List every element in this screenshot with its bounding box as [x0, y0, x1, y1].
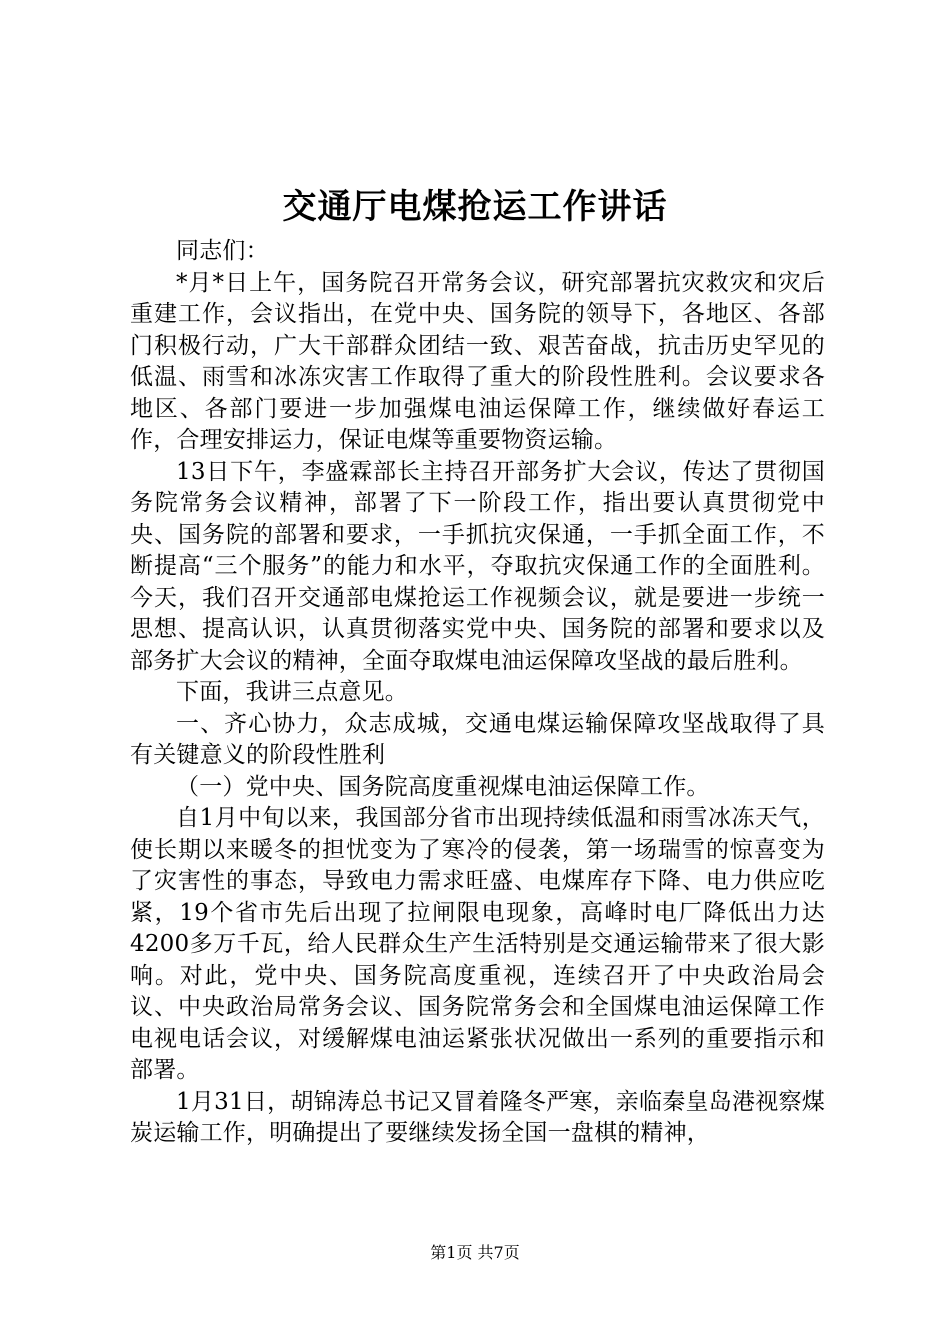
- document-body: [130, 236, 825, 1150]
- page-footer: 第1页 共7页: [430, 1243, 520, 1262]
- paragraph: 自1月中旬以来，我国部分省市出现持续低温和雨雪冰冻天气，使长期以来暖冬的担忧变为了寒冷的侵袭，第一场瑞雪的惊喜变为了灾害性的事态，导致电力需求旺盛、电煤库存下降、电力供应吃紧，19个省市先后出现了拉闸限电现象，高峰时电厂降低出力达4200多万千瓦，给人民群众生产生活特别是交通运输带来了很大影响。对此，党中央、国务院高度重视，连续召开了中央政治局会议、中央政治局常务会议、国务院常务会和全国煤电油运保障工作电视电话会议，对缓解煤电油运紧张状况做出一系列的重要指示和部署。: [130, 805, 825, 1083]
- paragraph-salutation: 同志们：: [176, 238, 269, 264]
- document-title: 交通厅电煤抢运工作讲话: [282, 187, 668, 227]
- subsection-heading: （一）党中央、国务院高度重视煤电油运保障工作。: [176, 773, 710, 800]
- paragraph: 13日下午，李盛霖部长主持召开部务扩大会议，传达了贯彻国务院常务会议精神，部署了下一阶段工作，指出要认真贯彻党中央、国务院的部署和要求，一手抓抗灾保通，一手抓全面工作，不断提高“三个服务”的能力和水平，夺取抗灾保通工作的全面胜利。今天，我们召开交通部电煤抢运工作视频会议，就是要进一步统一思想、提高认识，认真贯彻落实党中央、国务院的部署和要求以及部务扩大会议的精神，全面夺取煤电油运保障攻坚战的最后胜利。: [130, 458, 825, 674]
- paragraph: 下面，我讲三点意见。: [176, 679, 408, 705]
- paragraph: *月*日上午，国务院召开常务会议，研究部署抗灾救灾和灾后重建工作，会议指出，在党中央、国务院的领导下，各地区、各部门积极行动，广大干部群众团结一致、艰苦奋战，抗击历史罕见的低温、雨雪和冰冻灾害工作取得了重大的阶段性胜利。会议要求各地区、各部门要进一步加强煤电油运保障工作，继续做好春运工作，合理安排运力，保证电煤等重要物资运输。: [130, 269, 825, 453]
- section-heading: 一、齐心协力，众志成城，交通电煤运输保障攻坚战取得了具有关键意义的阶段性胜利: [130, 710, 825, 768]
- paragraph: 1月31日，胡锦涛总书记又冒着隆冬严寒，亲临秦皇岛港视察煤炭运输工作，明确提出了要继续发扬全国一盘棋的精神，: [130, 1088, 825, 1146]
